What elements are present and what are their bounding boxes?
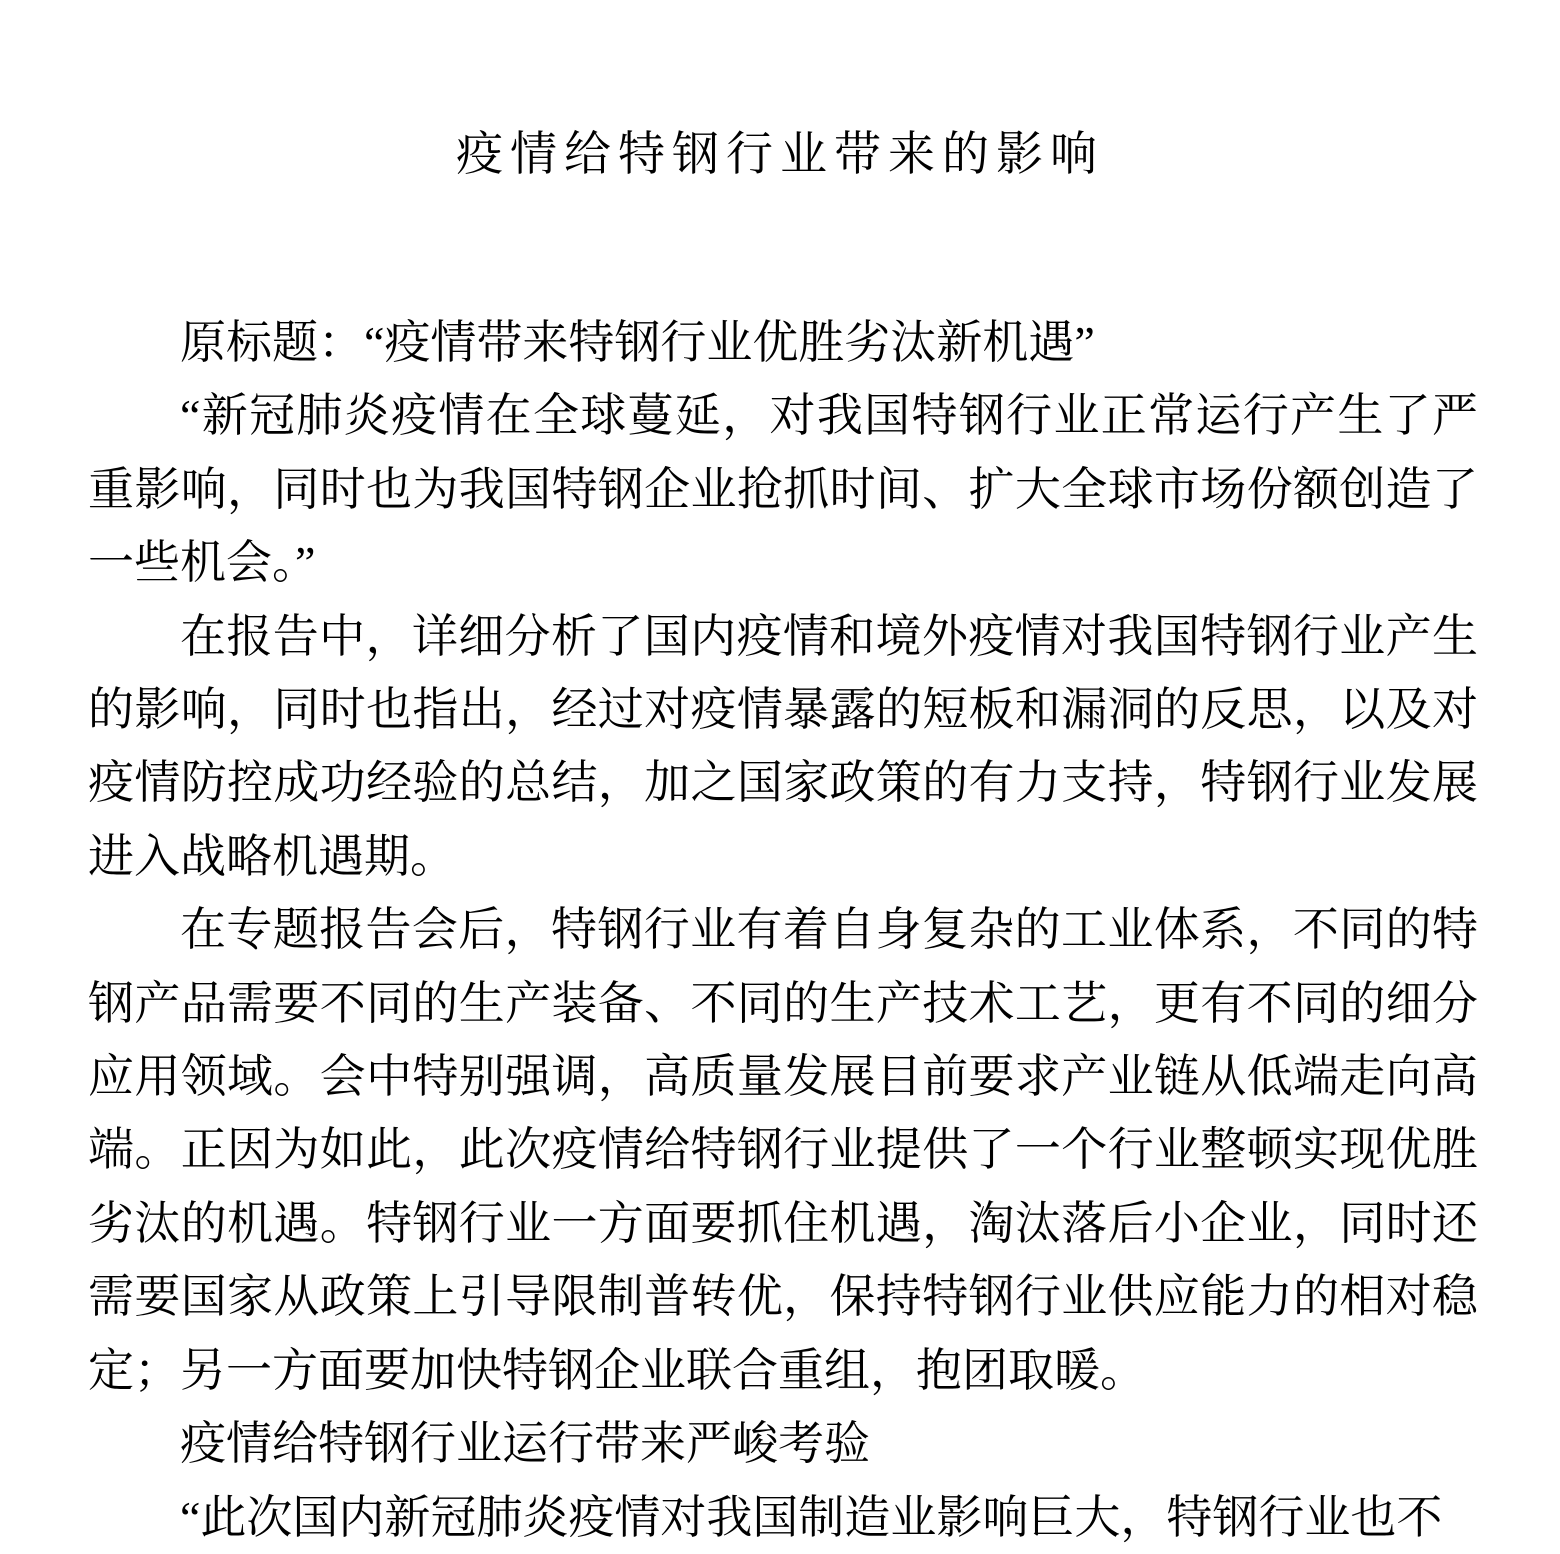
document-title: 疫情给特钢行业带来的影响	[456, 129, 1104, 181]
paragraph-report-analysis: 在报告中，详细分析了国内疫情和境外疫情对我国特钢行业产生的影响，同时也指出，经过对疫情暴露的短板和漏洞的反思，以及对疫情防控成功经验的总结，加之国家政策的有力支持，特钢行业发展进入战略机遇期。	[88, 610, 1478, 882]
paragraph-quote-intro: “新冠肺炎疫情在全球蔓延，对我国特钢行业正常运行产生了严重影响，同时也为我国特钢企业抢抓时间、扩大全球市场份额创造了一些机会。”	[88, 390, 1478, 589]
document-body	[88, 306, 1478, 1554]
paragraph-subheading-severe-test: 疫情给特钢行业运行带来严峻考验	[180, 1418, 870, 1470]
paragraph-original-title: 原标题：“疫情带来特钢行业优胜劣汰新机遇”	[180, 317, 1095, 368]
paragraph-industry-system: 在专题报告会后，特钢行业有着自身复杂的工业体系，不同的特钢产品需要不同的生产装备、不同的生产技术工艺，更有不同的细分应用领域。会中特别强调，高质量发展目前要求产业链从低端走向高端。正因为如此，此次疫情给特钢行业提供了一个行业整顿实现优胜劣汰的机遇。特钢行业一方面要抓住机遇，淘汰落后小企业，同时还需要国家从政策上引导限制普转优，保持特钢行业供应能力的相对稳定；另一方面要加快特钢企业联合重组，抱团取暖。	[88, 904, 1478, 1396]
paragraph-manufacturing-impact: “此次国内新冠肺炎疫情对我国制造业影响巨大，特钢行业也不	[180, 1491, 1443, 1543]
